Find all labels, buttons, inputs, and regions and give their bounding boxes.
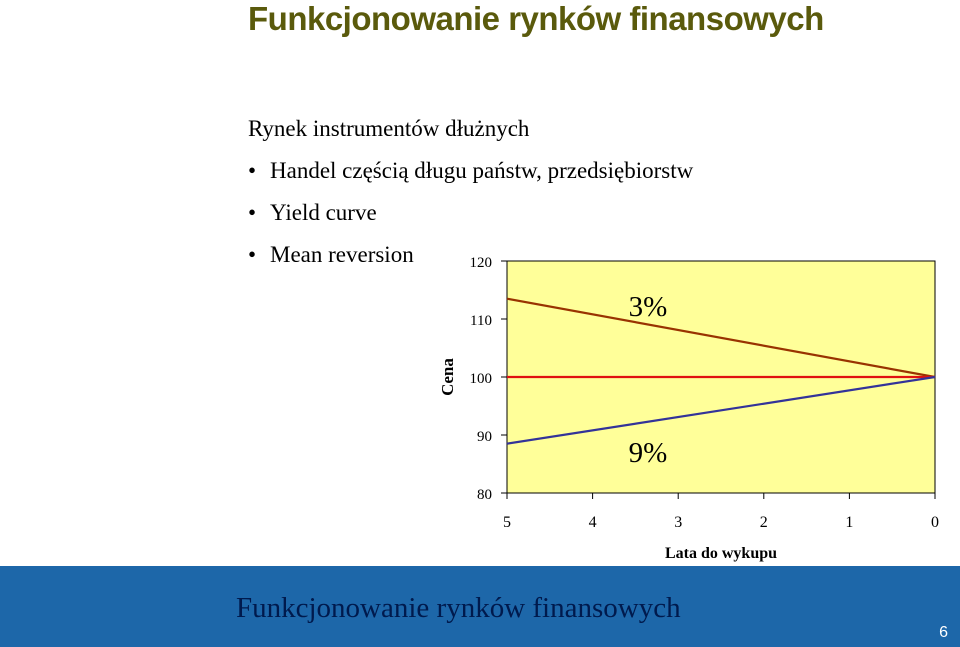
page-number: 6 — [939, 624, 948, 641]
slide-title: Funkcjonowanie rynków finansowych — [248, 0, 824, 37]
y-tick-label: 120 — [469, 255, 492, 271]
footer-bar — [0, 566, 960, 647]
x-tick-label: 4 — [588, 514, 597, 531]
y-tick-label: 80 — [477, 487, 492, 503]
bullet-text: Yield curve — [270, 200, 377, 225]
bullet-icon: • — [248, 158, 257, 183]
slide-subtitle: Rynek instrumentów dłużnych — [248, 116, 530, 141]
y-tick-label: 90 — [477, 429, 492, 445]
x-tick-label: 2 — [759, 514, 768, 531]
x-axis-title: Lata do wykupu — [664, 545, 778, 562]
x-tick-label: 1 — [845, 514, 854, 531]
bullet-text: Handel częścią długu państw, przedsiębiorstw — [270, 158, 694, 183]
x-tick-label: 3 — [674, 514, 683, 531]
y-tick-label: 100 — [469, 371, 492, 387]
x-tick-label: 5 — [503, 514, 511, 531]
series-label-9pct: 9% — [628, 437, 668, 469]
y-axis-title: Cena — [438, 358, 457, 396]
footer-title: Funkcjonowanie rynków finansowych — [236, 592, 681, 624]
series-label-3pct: 3% — [628, 291, 668, 323]
y-tick-label: 110 — [470, 313, 492, 329]
bullet-text: Mean reversion — [270, 242, 414, 267]
bullet-icon: • — [248, 200, 257, 225]
x-tick-label: 0 — [931, 514, 939, 531]
bullet-icon: • — [248, 242, 257, 267]
